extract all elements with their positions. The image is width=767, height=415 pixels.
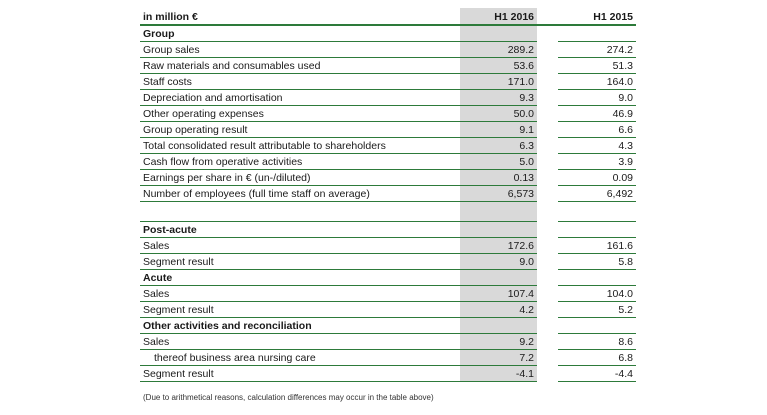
header-h1-2015: H1 2015 [558, 8, 636, 25]
value-h1-2016: 6,573 [460, 186, 537, 202]
value-h1-2015: 164.0 [558, 74, 636, 90]
row-label: Group operating result [140, 122, 460, 138]
table-row [140, 286, 636, 302]
table-row [140, 42, 636, 58]
column-gap [537, 202, 558, 222]
spacer-row [140, 202, 636, 222]
value-h1-2015: 9.0 [558, 90, 636, 106]
value-h1-2016: 50.0 [460, 106, 537, 122]
section-title-row [140, 25, 636, 42]
row-label: Sales [140, 286, 460, 302]
value-h1-2016: 171.0 [460, 74, 537, 90]
financial-table [140, 8, 636, 382]
value-h1-2015: 161.6 [558, 238, 636, 254]
table-row [140, 106, 636, 122]
column-gap [537, 186, 558, 202]
column-gap [537, 122, 558, 138]
table-row [140, 154, 636, 170]
value-h1-2015: 51.3 [558, 58, 636, 74]
row-label: Total consolidated result attributable to shareholders [140, 138, 460, 154]
column-gap [537, 154, 558, 170]
table-row [140, 366, 636, 382]
spacer-cell [460, 202, 537, 222]
column-gap [537, 58, 558, 74]
value-h1-2016: 289.2 [460, 42, 537, 58]
value-h1-2015: 274.2 [558, 42, 636, 58]
value-h1-2015: -4.4 [558, 366, 636, 382]
column-gap [537, 222, 558, 238]
column-gap [537, 366, 558, 382]
row-label: Raw materials and consumables used [140, 58, 460, 74]
row-label: Cash flow from operative activities [140, 154, 460, 170]
section-cell-h2 [558, 222, 636, 238]
value-h1-2016: 9.0 [460, 254, 537, 270]
header-unit-label: in million € [140, 8, 460, 25]
section-cell-h2 [558, 270, 636, 286]
table-row [140, 58, 636, 74]
value-h1-2015: 6,492 [558, 186, 636, 202]
section-cell-h1 [460, 318, 537, 334]
value-h1-2015: 5.2 [558, 302, 636, 318]
row-label: Earnings per share in € (un-/diluted) [140, 170, 460, 186]
column-gap [537, 350, 558, 366]
column-gap [537, 302, 558, 318]
table-row [140, 74, 636, 90]
column-gap [537, 270, 558, 286]
section-cell-h2 [558, 25, 636, 42]
table-row [140, 334, 636, 350]
table-row [140, 350, 636, 366]
column-gap [537, 286, 558, 302]
column-gap [537, 238, 558, 254]
value-h1-2015: 104.0 [558, 286, 636, 302]
row-label: Staff costs [140, 74, 460, 90]
table-row [140, 138, 636, 154]
table-header-row [140, 8, 636, 25]
value-h1-2015: 4.3 [558, 138, 636, 154]
column-gap [537, 138, 558, 154]
section-title-row [140, 270, 636, 286]
table-row [140, 238, 636, 254]
value-h1-2016: 9.1 [460, 122, 537, 138]
section-cell-h1 [460, 222, 537, 238]
column-gap [537, 90, 558, 106]
row-label: Depreciation and amortisation [140, 90, 460, 106]
value-h1-2016: 107.4 [460, 286, 537, 302]
table-row [140, 90, 636, 106]
column-gap [537, 106, 558, 122]
column-gap [537, 42, 558, 58]
row-label: Group sales [140, 42, 460, 58]
value-h1-2015: 6.8 [558, 350, 636, 366]
section-title-post-acute: Post-acute [140, 222, 460, 238]
table-row [140, 170, 636, 186]
column-gap [537, 25, 558, 42]
value-h1-2016: 0.13 [460, 170, 537, 186]
value-h1-2016: 7.2 [460, 350, 537, 366]
section-cell-h1 [460, 270, 537, 286]
value-h1-2016: 9.2 [460, 334, 537, 350]
section-title-acute: Acute [140, 270, 460, 286]
value-h1-2016: 53.6 [460, 58, 537, 74]
header-h1-2016: H1 2016 [460, 8, 537, 25]
section-cell-h1 [460, 25, 537, 42]
row-label: Segment result [140, 302, 460, 318]
row-label: thereof business area nursing care [140, 350, 460, 366]
row-label: Segment result [140, 254, 460, 270]
section-title-group: Group [140, 25, 460, 42]
spacer-cell [558, 202, 636, 222]
value-h1-2015: 6.6 [558, 122, 636, 138]
value-h1-2015: 46.9 [558, 106, 636, 122]
section-title-row [140, 318, 636, 334]
table-row [140, 186, 636, 202]
value-h1-2016: 172.6 [460, 238, 537, 254]
value-h1-2015: 3.9 [558, 154, 636, 170]
column-gap [537, 254, 558, 270]
table-row [140, 254, 636, 270]
value-h1-2015: 0.09 [558, 170, 636, 186]
row-label: Other operating expenses [140, 106, 460, 122]
column-gap [537, 334, 558, 350]
table-row [140, 302, 636, 318]
column-gap [537, 170, 558, 186]
column-gap [537, 8, 558, 25]
section-title-row [140, 222, 636, 238]
spacer-cell [140, 202, 460, 222]
value-h1-2016: 4.2 [460, 302, 537, 318]
value-h1-2016: 5.0 [460, 154, 537, 170]
column-gap [537, 318, 558, 334]
row-label: Sales [140, 238, 460, 254]
value-h1-2015: 8.6 [558, 334, 636, 350]
column-gap [537, 74, 558, 90]
row-label: Sales [140, 334, 460, 350]
table-footnote: (Due to arithmetical reasons, calculation differences may occur in the table above) [143, 393, 434, 402]
value-h1-2016: 9.3 [460, 90, 537, 106]
section-title-other: Other activities and reconciliation [140, 318, 460, 334]
value-h1-2015: 5.8 [558, 254, 636, 270]
value-h1-2016: -4.1 [460, 366, 537, 382]
section-cell-h2 [558, 318, 636, 334]
table-row [140, 122, 636, 138]
value-h1-2016: 6.3 [460, 138, 537, 154]
row-label: Segment result [140, 366, 460, 382]
row-label: Number of employees (full time staff on average) [140, 186, 460, 202]
